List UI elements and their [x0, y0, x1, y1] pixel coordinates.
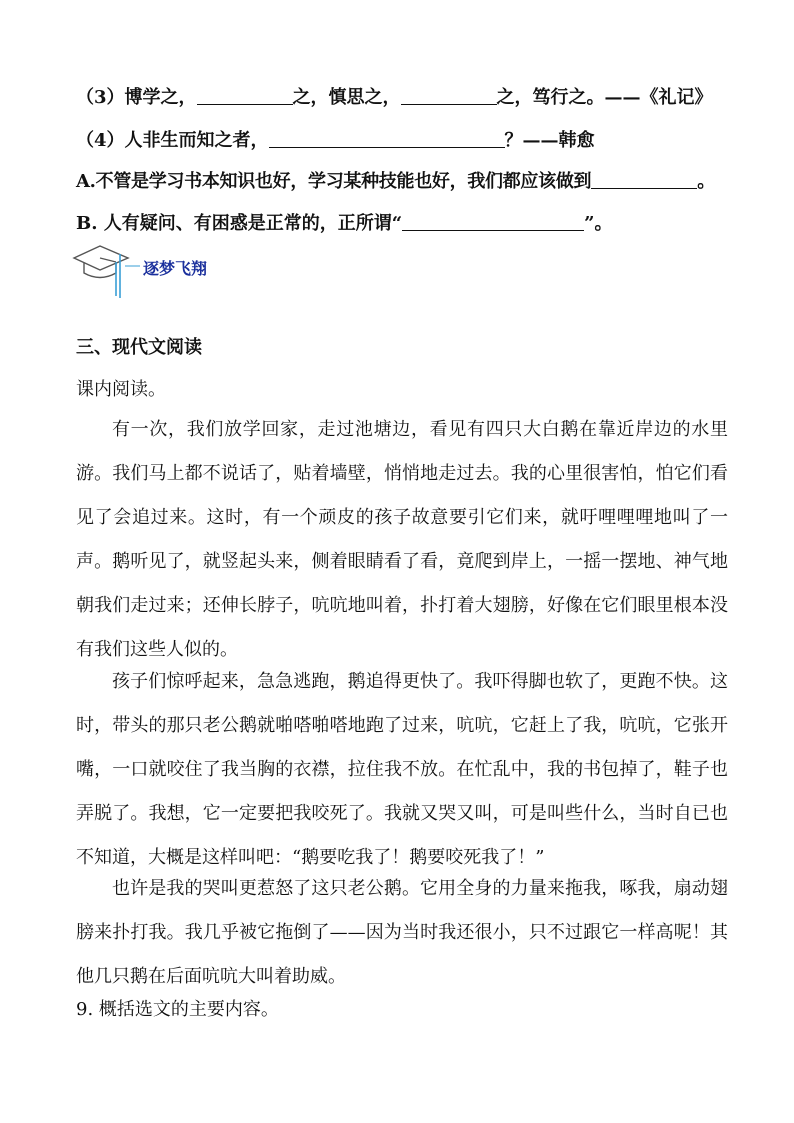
- question-9: 9. 概括选文的主要内容。: [76, 999, 279, 1020]
- qa-blank[interactable]: [591, 170, 697, 189]
- banner-label: 逐梦飞翔: [143, 259, 208, 278]
- qa-text-2: 。: [697, 171, 715, 192]
- q3-text-2: 之，慎思之，: [292, 87, 401, 108]
- paragraph-2: 孩子们惊呼起来，急急逃跑，鹅追得更快了。我吓得脚也软了，更跑不快。这时，带头的那只老公鹅就啪嗒啪嗒地跑了过来，吭吭，它赶上了我，吭吭，它张开嘴，一口就咬住了我当胸的衣襟，拉住我不放。在忙乱中，我的书包掉了，鞋子也弄脱了。我想，它一定要把我咬死了。我就又哭又叫，可是叫些什么，当时自已也不知道，大概是这样叫吧：“鹅要吃我了！鹅要咬死我了！”: [76, 671, 728, 868]
- section-title: 三、现代文阅读: [76, 337, 202, 358]
- question-3: [76, 86, 713, 110]
- question-a: [76, 170, 715, 194]
- qb-text-1: B. 人有疑问、有困惑是正常的，正所谓“: [76, 213, 403, 234]
- q4-text-1: （4）人非生而知之者，: [76, 130, 269, 151]
- graduation-cap-icon: [70, 236, 140, 300]
- qb-blank[interactable]: [402, 212, 584, 231]
- question-4: [76, 129, 595, 153]
- qb-text-2: ”。: [584, 213, 613, 234]
- paragraph-1: 有一次，我们放学回家，走过池塘边，看见有四只大白鹅在靠近岸边的水里游。我们马上都不说话了，贴着墙壁，悄悄地走过去。我的心里很害怕，怕它们看见了会追过来。这时，有一个顽皮的孩子故意要引它们来，就吁哩哩哩地叫了一声。鹅听见了，就竖起头来，侧着眼睛看了看，竟爬到岸上，一摇一摆地、神气地朝我们走过来；还伸长脖子，吭吭地叫着，扑打着大翅膀，好像在它们眼里根本没有我们这些人似的。: [76, 419, 728, 660]
- q3-blank-2[interactable]: [401, 86, 497, 105]
- q3-blank-1[interactable]: [197, 86, 293, 105]
- q4-blank[interactable]: [269, 129, 505, 148]
- question-b: [76, 212, 612, 236]
- q3-text-1: （3）博学之，: [76, 87, 197, 108]
- q3-text-3: 之，笃行之。——《礼记》: [496, 87, 713, 108]
- qa-text-1: A.不管是学习书本知识也好，学习某种技能也好，我们都应该做到: [76, 171, 592, 192]
- section-subtitle: 课内阅读。: [76, 379, 166, 400]
- paragraph-3: 也许是我的哭叫更惹怒了这只老公鹅。它用全身的力量来拖我，啄我，扇动翅膀来扑打我。我几乎被它拖倒了——因为当时我还很小，只不过跟它一样高呢！其他几只鹅在后面吭吭大叫着助威。: [76, 878, 728, 987]
- q4-text-2: ？——韩愈: [504, 130, 595, 151]
